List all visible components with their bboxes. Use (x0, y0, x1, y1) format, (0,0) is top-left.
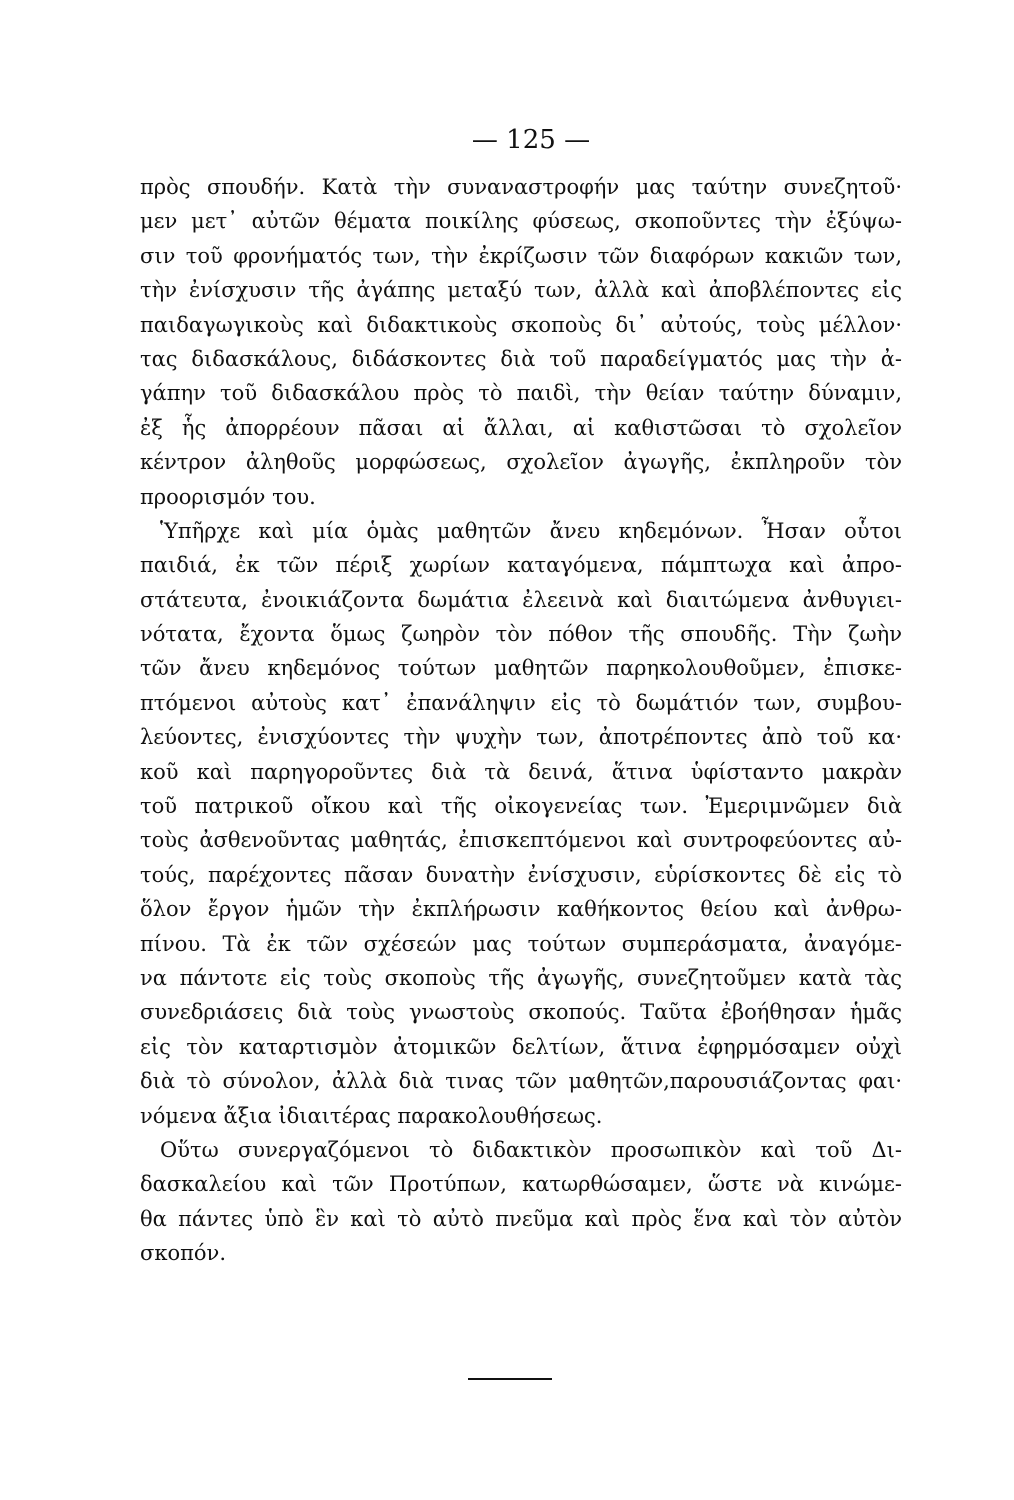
text-line: τοὺς ἀσθενοῦντας μαθητάς, ἐπισκεπτόμενοι καὶ συντροφεύοντες αὐ- (140, 828, 902, 853)
text-line: στάτευτα, ἐνοικιάζοντα δωμάτια ἐλεεινὰ καὶ διαιτώμενα ἀνθυγιει- (140, 587, 902, 612)
text-line: τούς, παρέχοντες πᾶσαν δυνατὴν ἐνίσχυσιν, εὑρίσκοντες δὲ εἰς τὸ (140, 862, 902, 887)
text-line: κέντρον ἀληθοῦς μορφώσεως, σχολεῖον ἀγωγῆς, ἐκπληροῦν τὸν (140, 450, 902, 475)
paragraph-start-line: Ὑπῆρχε καὶ μία ὁμὰς μαθητῶν ἄνευ κηδεμόνων. Ἦσαν οὗτοι (160, 518, 902, 543)
text-line: πρὸς σπουδήν. Κατὰ τὴν συναναστροφήν μας ταύτην συνεζητοῦ· (140, 175, 902, 199)
text-line: τῶν ἄνευ κηδεμόνος τούτων μαθητῶν παρηκολουθοῦμεν, ἐπισκε- (140, 656, 902, 681)
paragraph-start-line: Οὕτω συνεργαζόμενοι τὸ διδακτικὸν προσωπικὸν καὶ τοῦ Δι- (160, 1137, 902, 1162)
text-line: σιν τοῦ φρονήματός των, τὴν ἐκρίζωσιν τῶν διαφόρων κακιῶν των, (140, 243, 902, 268)
paragraph-end-line: προορισμόν του. (140, 484, 316, 509)
text-line: να πάντοτε εἰς τοὺς σκοποὺς τῆς ἀγωγῆς, συνεζητοῦμεν κατὰ τὰς (140, 965, 902, 990)
text-line: θα πάντες ὑπὸ ἓν καὶ τὸ αὐτὸ πνεῦμα καὶ πρὸς ἕνα καὶ τὸν αὐτὸν (140, 1206, 902, 1231)
text-line: πτόμενοι αὐτοὺς κατ᾿ ἐπανάληψιν εἰς τὸ δωμάτιόν των, συμβου- (140, 690, 902, 715)
end-divider-rule (468, 1378, 552, 1380)
paragraph-end-line: νόμενα ἄξια ἰδιαιτέρας παρακολουθήσεως. (140, 1103, 603, 1128)
text-line: κοῦ καὶ παρηγοροῦντες διὰ τὰ δεινά, ἅτινα ὑφίσταντο μακρὰν (140, 759, 902, 784)
text-line: παιδαγωγικοὺς καὶ διδακτικοὺς σκοποὺς δι᾿ αὐτούς, τοὺς μέλλον· (140, 312, 902, 337)
text-line: δασκαλείου καὶ τῶν Προτύπων, κατωρθώσαμεν, ὥστε νὰ κινώμε- (140, 1172, 902, 1197)
text-line: διὰ τὸ σύνολον, ἀλλὰ διὰ τινας τῶν μαθητῶν,παρουσιάζοντας φαι· (140, 1069, 902, 1094)
text-line: συνεδριάσεις διὰ τοὺς γνωστοὺς σκοπούς. Ταῦτα ἐβοήθησαν ἡμᾶς (140, 1000, 902, 1025)
text-line: τοῦ πατρικοῦ οἴκου καὶ τῆς οἰκογενείας των. Ἐμεριμνῶμεν διὰ (140, 794, 902, 819)
text-line: λεύοντες, ἐνισχύοντες τὴν ψυχὴν των, ἀποτρέποντες ἀπὸ τοῦ κα· (140, 725, 902, 750)
text-line: τας διδασκάλους, διδάσκοντες διὰ τοῦ παραδείγματός μας τὴν ἀ- (140, 346, 902, 371)
page-number: — 125 — (471, 125, 591, 155)
text-line: ἐξ ἧς ἀπορρέουν πᾶσαι αἱ ἄλλαι, αἱ καθιστῶσαι τὸ σχολεῖον (140, 415, 902, 440)
text-line: ὅλον ἔργον ἡμῶν τὴν ἐκπλήρωσιν καθήκοντος θείου καὶ ἀνθρω- (140, 897, 902, 922)
text-line: πίνου. Τὰ ἐκ τῶν σχέσεών μας τούτων συμπεράσματα, ἀναγόμε- (140, 931, 902, 956)
text-line: εἰς τὸν καταρτισμὸν ἀτομικῶν δελτίων, ἅτινα ἐφηρμόσαμεν οὐχὶ (140, 1034, 902, 1059)
text-line: γάπην τοῦ διδασκάλου πρὸς τὸ παιδὶ, τὴν θείαν ταύτην δύναμιν, (140, 381, 902, 406)
text-line: μεν μετ᾿ αὐτῶν θέματα ποικίλης φύσεως, σκοποῦντες τὴν ἐξύψω- (140, 209, 902, 234)
text-line: παιδιά, ἐκ τῶν πέριξ χωρίων καταγόμενα, πάμπτωχα καὶ ἀπρο- (140, 553, 902, 578)
body-text (140, 170, 902, 1271)
paragraph-end-line: σκοπόν. (140, 1241, 226, 1266)
text-line: τὴν ἐνίσχυσιν τῆς ἀγάπης μεταξύ των, ἀλλὰ καὶ ἀποβλέποντες εἰς (140, 278, 902, 303)
text-line: νότατα, ἔχοντα ὅμως ζωηρὸν τὸν πόθον τῆς σπουδῆς. Τὴν ζωὴν (140, 622, 902, 647)
